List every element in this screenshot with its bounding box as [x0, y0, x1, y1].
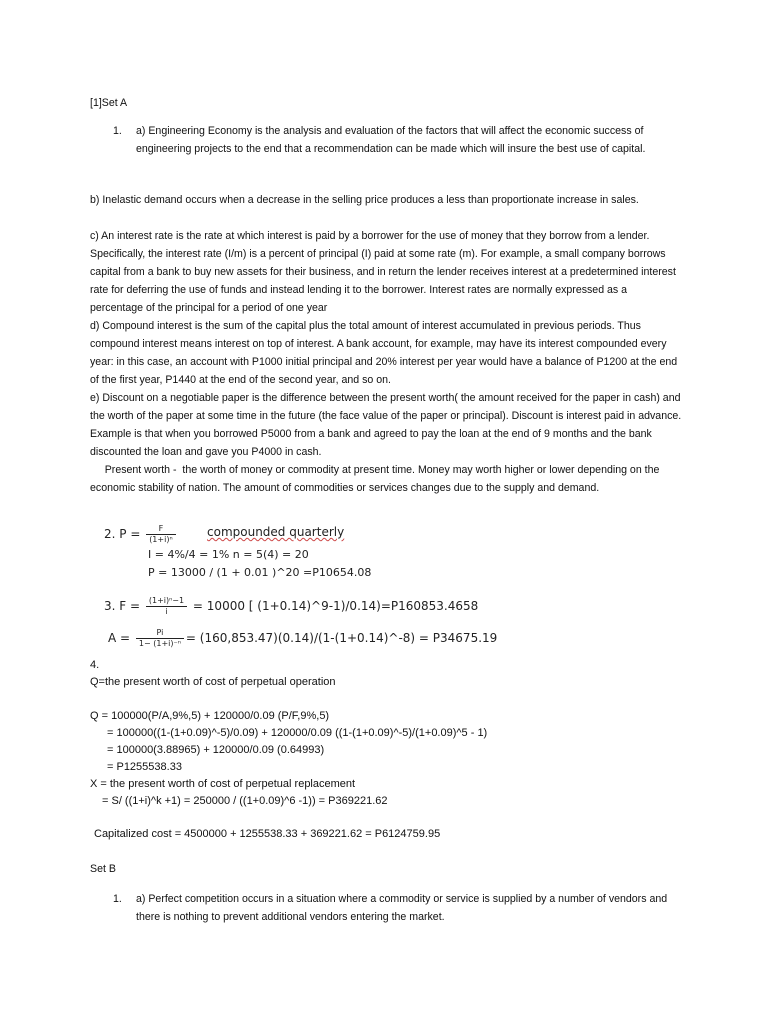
set-b-heading: Set B: [90, 863, 116, 875]
q2-formula: [104, 524, 178, 545]
q3-a-frac-denominator: 1− (1+i)⁻ⁿ: [138, 639, 181, 648]
question-1b-paragraph: b) Inelastic demand occurs when a decrease in the selling price produces a less than proportionate increase in sales.: [90, 194, 639, 206]
set-b-question-1-number: 1.: [113, 893, 122, 905]
q3-frac-denominator: i: [165, 607, 168, 616]
q2-lead: 2. P =: [104, 527, 145, 541]
set-a-heading: [1]Set A: [90, 97, 128, 109]
q4-q-line-3: = 100000(3.88965) + 120000/0.09 (0.64993): [107, 744, 325, 756]
question-1-number: 1.: [113, 125, 122, 137]
question-1a-paragraph: a) Engineering Economy is the analysis and evaluation of the factors that will affect the economic success of engineering projects to the end that a recommendation can be made which will insure the best use of capital.: [136, 125, 646, 156]
q4-x-line: = S/ ((1+i)^k +1) = 250000 / ((1+0.09)^6 -1)) = P369221.62: [102, 795, 388, 807]
q3-a-fraction: [136, 628, 184, 649]
q3-a-frac-numerator: Pi: [136, 628, 184, 639]
q3-fraction: [146, 596, 187, 617]
q3-frac-numerator: (1+i)ⁿ−1: [146, 596, 187, 607]
q4-number: 4.: [90, 659, 100, 671]
q4-q-line-1: Q = 100000(P/A,9%,5) + 120000/0.09 (P/F,9%,5): [90, 710, 330, 722]
q2-frac-numerator: F: [146, 524, 175, 535]
q2-line-1: I = 4%/4 = 1% n = 5(4) = 20: [148, 548, 309, 561]
q3-lead: 3. F =: [104, 599, 144, 613]
q3-formula-a: [108, 628, 497, 649]
q4-q-line-4: = P1255538.33: [107, 761, 182, 773]
q4-q-definition: Q=the present worth of cost of perpetual operation: [90, 676, 336, 688]
q2-line-2: P = 13000 / (1 + 0.01 )^20 =P10654.08: [148, 566, 372, 579]
q3-formula-f: [104, 596, 478, 617]
q2-frac-denominator: (1+i)ⁿ: [149, 535, 173, 544]
question-1c-paragraph: c) An interest rate is the rate at which interest is paid by a borrower for the use of money that they borrow from a lender. Specifically, the interest rate (I/m) is a percent of principal (I) paid at some rate (m). For example, a small company borrows capital from a bank to buy new assets for their business, and in return the lender receives interest at a predetermined interest rate for deferring the use of funds and instead lending it to the borrower. Interest rates are normally expressed as a percentage of the principal for a period of one year: [90, 230, 676, 315]
q3-rest: = 10000 [ (1+0.14)^9-1)/0.14)=P160853.4658: [189, 599, 479, 613]
set-b-question-1a-paragraph: a) Perfect competition occurs in a situation where a commodity or service is supplied by a number of vendors and there is nothing to prevent additional vendors entering the market.: [136, 893, 668, 924]
q3-a-lead: A =: [108, 631, 134, 645]
question-1d-paragraph: d) Compound interest is the sum of the capital plus the total amount of interest accumulated in previous periods. Thus compound interest means interest on top of interest. A bank account, for example, may have its interest compounded every year: in this case, an account with P1000 initial principal and 20% interest per year would have a balance of P1200 at the end of the first year, P1440 at the end of the second year, and so on.: [90, 320, 678, 387]
q4-q-line-2: = 100000((1-(1+0.09)^-5)/0.09) + 120000/0.09 ((1-(1+0.09)^-5)/(1+0.09)^5 - 1): [107, 727, 488, 739]
q2-compounded-note: compounded quarterly: [207, 525, 345, 539]
q4-x-definition: X = the present worth of cost of perpetual replacement: [90, 778, 356, 790]
present-worth-paragraph: Present worth - the worth of money or commodity at present time. Money may worth higher or lower depending on the economic stability of nation. The amount of commodities or services changes due to the supply and demand.: [90, 464, 663, 495]
q4-capitalized-cost: Capitalized cost = 4500000 + 1255538.33 + 369221.62 = P6124759.95: [94, 828, 441, 840]
q2-fraction: [146, 524, 175, 545]
q3-a-rest: = (160,853.47)(0.14)/(1-(1+0.14)^-8) = P34675.19: [185, 631, 498, 645]
question-1e-paragraph: e) Discount on a negotiable paper is the difference between the present worth( the amount received for the paper in cash) and the worth of the paper at some time in the future (the face value of the paper or principal). Discount is interest paid in advance. Example is that when you borrowed P5000 from a bank and agreed to pay the loan at the end of 9 months and the bank discounted the loan and gave you P4000 in cash.: [90, 392, 682, 459]
